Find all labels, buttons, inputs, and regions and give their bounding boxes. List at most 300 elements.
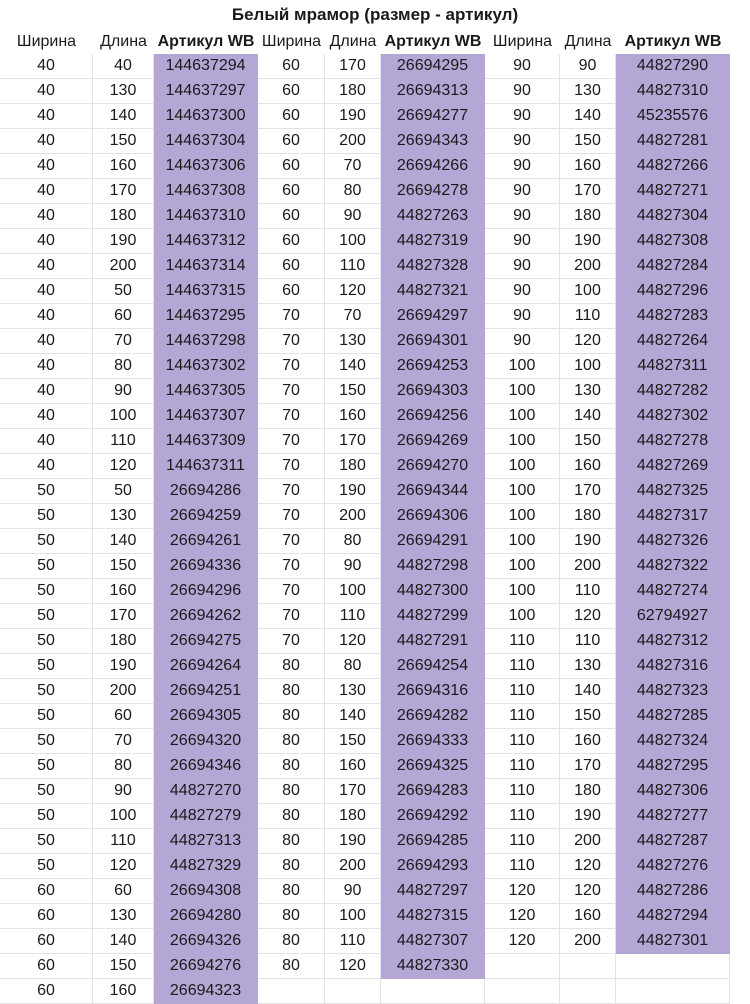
- width-cell: 80: [258, 704, 325, 729]
- width-cell: 110: [485, 654, 560, 679]
- width-cell: 80: [258, 679, 325, 704]
- article-cell: 44827285: [616, 704, 730, 729]
- width-cell: 80: [258, 804, 325, 829]
- empty-cell: [560, 954, 616, 979]
- length-cell: 160: [325, 754, 381, 779]
- width-cell: 100: [485, 504, 560, 529]
- length-cell: 100: [560, 279, 616, 304]
- width-cell: 60: [0, 954, 93, 979]
- article-cell: 44827311: [616, 354, 730, 379]
- length-cell: 100: [560, 354, 616, 379]
- article-cell: 26694344: [381, 479, 485, 504]
- empty-cell: [258, 979, 325, 1004]
- length-cell: 110: [93, 429, 154, 454]
- length-cell: 120: [325, 954, 381, 979]
- article-cell: 44827286: [616, 879, 730, 904]
- length-cell: 130: [325, 679, 381, 704]
- width-cell: 40: [0, 354, 93, 379]
- length-cell: 70: [325, 304, 381, 329]
- article-cell: 44827291: [381, 629, 485, 654]
- length-cell: 90: [325, 554, 381, 579]
- width-cell: 100: [485, 604, 560, 629]
- article-cell: 26694261: [154, 529, 258, 554]
- empty-cell: [325, 979, 381, 1004]
- length-cell: 160: [560, 154, 616, 179]
- width-cell: 40: [0, 154, 93, 179]
- width-cell: 50: [0, 554, 93, 579]
- article-cell: 44827307: [381, 929, 485, 954]
- width-cell: 50: [0, 854, 93, 879]
- length-cell: 90: [560, 54, 616, 79]
- width-cell: 40: [0, 129, 93, 154]
- width-cell: 110: [485, 754, 560, 779]
- width-cell: 50: [0, 704, 93, 729]
- article-cell: 44827274: [616, 579, 730, 604]
- article-cell: 144637307: [154, 404, 258, 429]
- article-cell: 26694293: [381, 854, 485, 879]
- width-cell: 40: [0, 329, 93, 354]
- width-cell: 60: [258, 229, 325, 254]
- length-cell: 200: [325, 504, 381, 529]
- length-cell: 100: [325, 579, 381, 604]
- article-cell: 26694254: [381, 654, 485, 679]
- width-cell: 70: [258, 529, 325, 554]
- empty-cell: [485, 979, 560, 1004]
- article-cell: 44827304: [616, 204, 730, 229]
- width-cell: 60: [258, 154, 325, 179]
- article-cell: 44827294: [616, 904, 730, 929]
- length-cell: 100: [325, 229, 381, 254]
- article-cell: 44827283: [616, 304, 730, 329]
- article-cell: 44827300: [381, 579, 485, 604]
- article-cell: 26694292: [381, 804, 485, 829]
- width-cell: 40: [0, 229, 93, 254]
- length-cell: 70: [325, 154, 381, 179]
- width-cell: 120: [485, 879, 560, 904]
- article-cell: 44827325: [616, 479, 730, 504]
- article-cell: 44827319: [381, 229, 485, 254]
- article-cell: 26694313: [381, 79, 485, 104]
- length-cell: 180: [560, 504, 616, 529]
- length-cell: 140: [325, 354, 381, 379]
- article-cell: 26694301: [381, 329, 485, 354]
- header-article: Артикул WB: [624, 33, 722, 50]
- width-cell: 110: [485, 854, 560, 879]
- width-cell: 100: [485, 479, 560, 504]
- width-cell: 110: [485, 729, 560, 754]
- length-cell: 140: [560, 404, 616, 429]
- width-cell: 50: [0, 804, 93, 829]
- length-cell: 130: [325, 329, 381, 354]
- width-cell: 100: [485, 554, 560, 579]
- length-cell: 160: [93, 154, 154, 179]
- article-cell: 26694262: [154, 604, 258, 629]
- article-cell: 26694286: [154, 479, 258, 504]
- width-cell: 100: [485, 404, 560, 429]
- width-cell: 40: [0, 79, 93, 104]
- header-length: Длина: [100, 33, 147, 50]
- article-cell: 44827284: [616, 254, 730, 279]
- header-width: Ширина: [16, 33, 77, 50]
- length-cell: 120: [93, 854, 154, 879]
- article-cell: 144637300: [154, 104, 258, 129]
- article-cell: 44827287: [616, 829, 730, 854]
- length-cell: 160: [560, 729, 616, 754]
- width-cell: 50: [0, 604, 93, 629]
- length-cell: 170: [560, 479, 616, 504]
- width-cell: 70: [258, 479, 325, 504]
- length-cell: 120: [560, 879, 616, 904]
- width-cell: 80: [258, 929, 325, 954]
- length-cell: 120: [93, 454, 154, 479]
- width-cell: 70: [258, 329, 325, 354]
- length-cell: 110: [560, 629, 616, 654]
- width-cell: 90: [485, 179, 560, 204]
- article-cell: 144637302: [154, 354, 258, 379]
- width-cell: 100: [485, 379, 560, 404]
- width-cell: 90: [485, 54, 560, 79]
- article-cell: 26694295: [381, 54, 485, 79]
- length-cell: 110: [325, 929, 381, 954]
- article-cell: 144637314: [154, 254, 258, 279]
- article-cell: 44827323: [616, 679, 730, 704]
- header-length: Длина: [564, 33, 612, 50]
- width-cell: 70: [258, 379, 325, 404]
- length-cell: 130: [93, 504, 154, 529]
- width-cell: 50: [0, 504, 93, 529]
- article-cell: 26694251: [154, 679, 258, 704]
- width-cell: 80: [258, 829, 325, 854]
- length-cell: 120: [325, 629, 381, 654]
- header-row: [0, 30, 750, 54]
- width-cell: 110: [485, 829, 560, 854]
- width-cell: 40: [0, 54, 93, 79]
- length-cell: 190: [93, 229, 154, 254]
- width-cell: 60: [258, 279, 325, 304]
- article-cell: 26694297: [381, 304, 485, 329]
- article-cell: 26694320: [154, 729, 258, 754]
- empty-cell: [560, 979, 616, 1004]
- width-cell: 70: [258, 504, 325, 529]
- length-cell: 170: [325, 54, 381, 79]
- width-cell: 90: [485, 229, 560, 254]
- length-cell: 50: [93, 479, 154, 504]
- article-cell: 44827322: [616, 554, 730, 579]
- article-cell: 44827308: [616, 229, 730, 254]
- length-cell: 150: [560, 704, 616, 729]
- article-cell: 44827270: [154, 779, 258, 804]
- length-cell: 50: [93, 279, 154, 304]
- article-cell: 44827297: [381, 879, 485, 904]
- width-cell: 50: [0, 529, 93, 554]
- article-cell: 26694296: [154, 579, 258, 604]
- width-cell: 110: [485, 704, 560, 729]
- article-cell: 44827306: [616, 779, 730, 804]
- length-cell: 200: [560, 554, 616, 579]
- article-cell: 26694266: [381, 154, 485, 179]
- article-cell: 44827330: [381, 954, 485, 979]
- article-cell: 144637308: [154, 179, 258, 204]
- article-table: [0, 54, 750, 1004]
- article-cell: 26694333: [381, 729, 485, 754]
- width-cell: 50: [0, 679, 93, 704]
- length-cell: 180: [560, 779, 616, 804]
- article-cell: 44827329: [154, 854, 258, 879]
- article-cell: 44827312: [616, 629, 730, 654]
- width-cell: 60: [258, 54, 325, 79]
- length-cell: 160: [93, 979, 154, 1004]
- article-cell: 44827269: [616, 454, 730, 479]
- width-cell: 100: [485, 454, 560, 479]
- length-cell: 190: [560, 229, 616, 254]
- width-cell: 70: [258, 579, 325, 604]
- length-cell: 170: [325, 429, 381, 454]
- header-article: Артикул WB: [157, 33, 255, 50]
- article-cell: 44827290: [616, 54, 730, 79]
- width-cell: 120: [485, 904, 560, 929]
- length-cell: 170: [560, 179, 616, 204]
- article-cell: 26694256: [381, 404, 485, 429]
- length-cell: 140: [560, 679, 616, 704]
- article-cell: 26694277: [381, 104, 485, 129]
- length-cell: 190: [325, 829, 381, 854]
- empty-cell: [381, 979, 485, 1004]
- length-cell: 190: [325, 479, 381, 504]
- length-cell: 200: [560, 929, 616, 954]
- length-cell: 200: [560, 254, 616, 279]
- width-cell: 60: [0, 979, 93, 1004]
- length-cell: 60: [93, 704, 154, 729]
- article-cell: 26694270: [381, 454, 485, 479]
- article-cell: 26694336: [154, 554, 258, 579]
- width-cell: 90: [485, 154, 560, 179]
- width-cell: 70: [258, 629, 325, 654]
- article-cell: 44827298: [381, 554, 485, 579]
- width-cell: 60: [258, 129, 325, 154]
- width-cell: 60: [0, 904, 93, 929]
- length-cell: 80: [325, 654, 381, 679]
- width-cell: 60: [258, 179, 325, 204]
- width-cell: 70: [258, 429, 325, 454]
- length-cell: 150: [93, 554, 154, 579]
- article-cell: 26694269: [381, 429, 485, 454]
- article-cell: 44827282: [616, 379, 730, 404]
- article-cell: 26694325: [381, 754, 485, 779]
- width-cell: 90: [485, 279, 560, 304]
- article-cell: 26694306: [381, 504, 485, 529]
- width-cell: 100: [485, 429, 560, 454]
- article-cell: 44827302: [616, 404, 730, 429]
- article-cell: 144637304: [154, 129, 258, 154]
- article-cell: 26694283: [381, 779, 485, 804]
- article-cell: 26694346: [154, 754, 258, 779]
- article-cell: 26694276: [154, 954, 258, 979]
- length-cell: 180: [93, 629, 154, 654]
- width-cell: 60: [258, 204, 325, 229]
- empty-cell: [616, 954, 730, 979]
- article-cell: 26694308: [154, 879, 258, 904]
- width-cell: 40: [0, 279, 93, 304]
- length-cell: 140: [93, 529, 154, 554]
- empty-cell: [616, 979, 730, 1004]
- length-cell: 150: [93, 954, 154, 979]
- length-cell: 90: [325, 879, 381, 904]
- length-cell: 160: [560, 454, 616, 479]
- width-cell: 40: [0, 454, 93, 479]
- length-cell: 170: [93, 179, 154, 204]
- width-cell: 50: [0, 629, 93, 654]
- length-cell: 120: [325, 279, 381, 304]
- length-cell: 160: [325, 404, 381, 429]
- article-cell: 44827276: [616, 854, 730, 879]
- length-cell: 170: [560, 754, 616, 779]
- header-length: Длина: [329, 33, 377, 50]
- article-cell: 26694264: [154, 654, 258, 679]
- width-cell: 80: [258, 654, 325, 679]
- width-cell: 50: [0, 754, 93, 779]
- width-cell: 40: [0, 304, 93, 329]
- width-cell: 50: [0, 654, 93, 679]
- article-cell: 144637309: [154, 429, 258, 454]
- length-cell: 140: [325, 704, 381, 729]
- width-cell: 70: [258, 404, 325, 429]
- width-cell: 70: [258, 304, 325, 329]
- length-cell: 200: [93, 254, 154, 279]
- width-cell: 50: [0, 579, 93, 604]
- length-cell: 60: [93, 879, 154, 904]
- article-cell: 144637311: [154, 454, 258, 479]
- width-cell: 80: [258, 729, 325, 754]
- article-cell: 44827264: [616, 329, 730, 354]
- width-cell: 50: [0, 829, 93, 854]
- length-cell: 180: [560, 204, 616, 229]
- width-cell: 80: [258, 904, 325, 929]
- length-cell: 130: [560, 654, 616, 679]
- article-cell: 144637298: [154, 329, 258, 354]
- article-cell: 44827313: [154, 829, 258, 854]
- width-cell: 90: [485, 254, 560, 279]
- article-cell: 44827321: [381, 279, 485, 304]
- article-cell: 144637306: [154, 154, 258, 179]
- length-cell: 140: [560, 104, 616, 129]
- width-cell: 70: [258, 454, 325, 479]
- length-cell: 150: [560, 129, 616, 154]
- article-cell: 44827278: [616, 429, 730, 454]
- article-cell: 44827277: [616, 804, 730, 829]
- width-cell: 100: [485, 579, 560, 604]
- width-cell: 80: [258, 879, 325, 904]
- width-cell: 40: [0, 379, 93, 404]
- length-cell: 140: [93, 104, 154, 129]
- article-cell: 26694323: [154, 979, 258, 1004]
- article-cell: 44827328: [381, 254, 485, 279]
- length-cell: 200: [93, 679, 154, 704]
- article-cell: 44827299: [381, 604, 485, 629]
- width-cell: 90: [485, 104, 560, 129]
- header-article: Артикул WB: [384, 33, 482, 50]
- length-cell: 200: [325, 854, 381, 879]
- article-cell: 26694285: [381, 829, 485, 854]
- width-cell: 90: [485, 304, 560, 329]
- article-cell: 144637297: [154, 79, 258, 104]
- article-cell: 44827296: [616, 279, 730, 304]
- width-cell: 40: [0, 429, 93, 454]
- article-cell: 44827266: [616, 154, 730, 179]
- length-cell: 190: [560, 529, 616, 554]
- width-cell: 60: [258, 254, 325, 279]
- length-cell: 140: [93, 929, 154, 954]
- article-cell: 44827316: [616, 654, 730, 679]
- article-cell: 26694291: [381, 529, 485, 554]
- length-cell: 130: [93, 904, 154, 929]
- length-cell: 110: [560, 579, 616, 604]
- length-cell: 180: [325, 804, 381, 829]
- length-cell: 80: [325, 179, 381, 204]
- width-cell: 100: [485, 529, 560, 554]
- article-cell: 26694278: [381, 179, 485, 204]
- length-cell: 90: [93, 779, 154, 804]
- article-cell: 45235576: [616, 104, 730, 129]
- width-cell: 80: [258, 754, 325, 779]
- article-cell: 44827317: [616, 504, 730, 529]
- length-cell: 70: [93, 729, 154, 754]
- width-cell: 40: [0, 104, 93, 129]
- length-cell: 110: [93, 829, 154, 854]
- width-cell: 70: [258, 354, 325, 379]
- width-cell: 80: [258, 954, 325, 979]
- width-cell: 40: [0, 204, 93, 229]
- article-cell: 26694326: [154, 929, 258, 954]
- length-cell: 40: [93, 54, 154, 79]
- article-cell: 62794927: [616, 604, 730, 629]
- width-cell: 60: [258, 104, 325, 129]
- width-cell: 100: [485, 354, 560, 379]
- width-cell: 110: [485, 779, 560, 804]
- article-cell: 44827326: [616, 529, 730, 554]
- width-cell: 110: [485, 804, 560, 829]
- length-cell: 80: [325, 529, 381, 554]
- article-cell: 144637295: [154, 304, 258, 329]
- length-cell: 130: [560, 79, 616, 104]
- article-cell: 44827263: [381, 204, 485, 229]
- length-cell: 110: [325, 604, 381, 629]
- width-cell: 120: [485, 929, 560, 954]
- length-cell: 110: [560, 304, 616, 329]
- width-cell: 70: [258, 554, 325, 579]
- article-cell: 44827295: [616, 754, 730, 779]
- article-cell: 26694305: [154, 704, 258, 729]
- width-cell: 90: [485, 129, 560, 154]
- length-cell: 190: [560, 804, 616, 829]
- width-cell: 50: [0, 729, 93, 754]
- article-cell: 44827310: [616, 79, 730, 104]
- length-cell: 150: [560, 429, 616, 454]
- article-cell: 26694275: [154, 629, 258, 654]
- article-cell: 44827315: [381, 904, 485, 929]
- length-cell: 100: [93, 804, 154, 829]
- width-cell: 110: [485, 629, 560, 654]
- length-cell: 70: [93, 329, 154, 354]
- length-cell: 130: [93, 79, 154, 104]
- length-cell: 90: [325, 204, 381, 229]
- article-cell: 44827301: [616, 929, 730, 954]
- width-cell: 60: [258, 79, 325, 104]
- width-cell: 60: [0, 929, 93, 954]
- width-cell: 80: [258, 779, 325, 804]
- length-cell: 80: [93, 354, 154, 379]
- table-title: Белый мрамор (размер - артикул): [231, 5, 519, 24]
- width-cell: 50: [0, 479, 93, 504]
